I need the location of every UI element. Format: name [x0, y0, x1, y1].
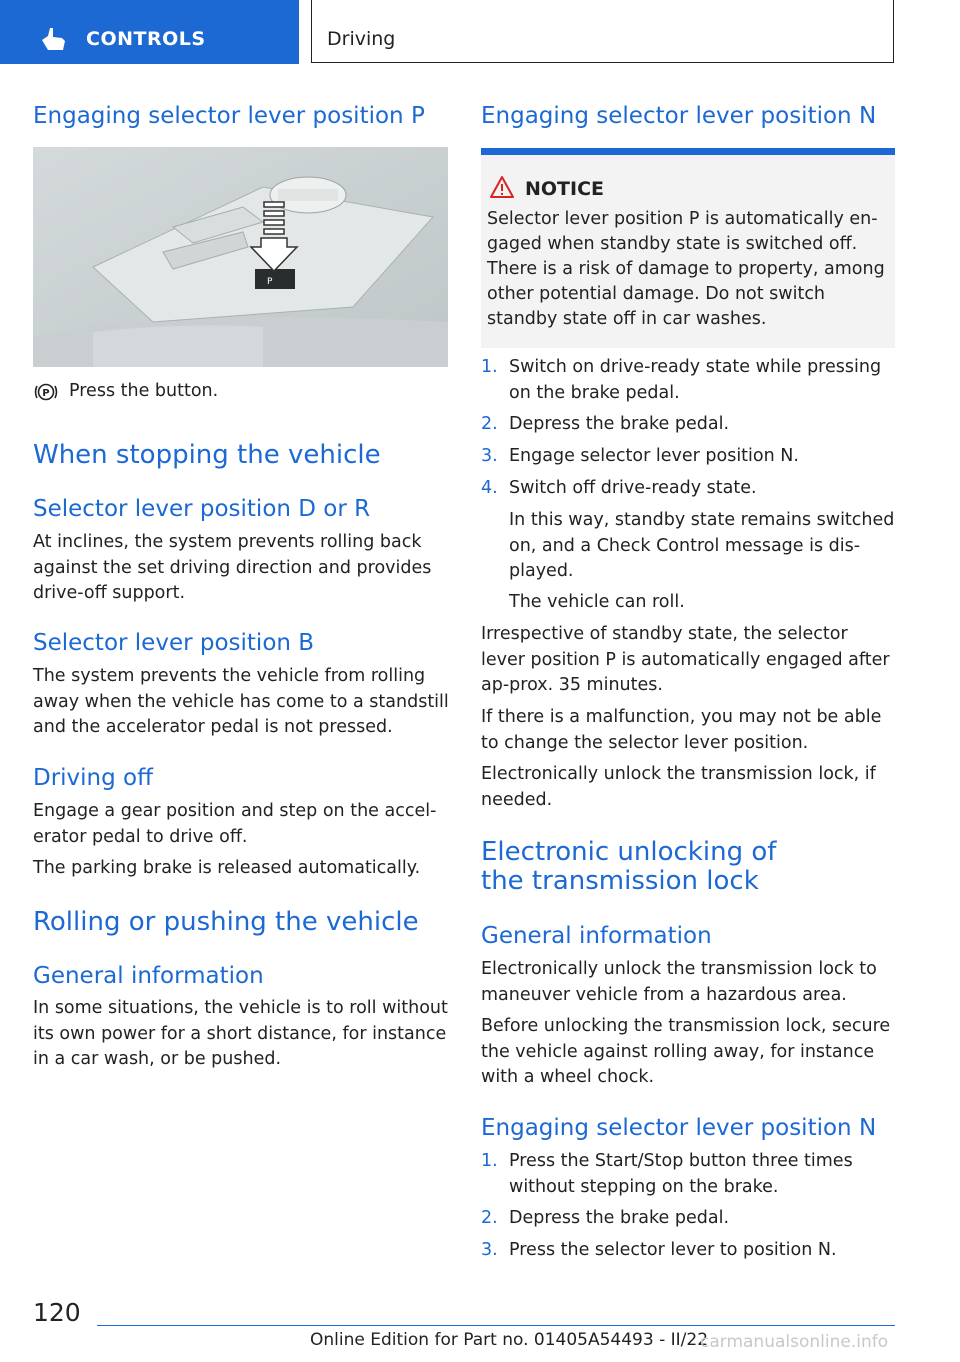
- heading-general-information: General information: [33, 963, 264, 989]
- paragraph-unlock: Electronically unlock the transmission lock, if needed.: [481, 764, 876, 810]
- paragraph-general-2-1: Electronically unlock the transmission lock to maneuver vehicle from a hazardous area.: [481, 959, 877, 1005]
- selector-lever-illustration: [33, 147, 448, 367]
- step-text: Press the selector lever to position N.: [509, 1240, 837, 1260]
- chapter-header: [311, 0, 894, 63]
- step-number: 2.: [481, 414, 498, 434]
- heading-engaging-n-2: Engaging selector lever position N: [481, 1115, 877, 1141]
- step-number: 1.: [481, 1151, 498, 1171]
- heading-engaging-n: Engaging selector lever position N: [481, 103, 877, 129]
- notice-text: Selector lever position P is automatically en‐gaged when standby state is switched off. There is a risk of damage to property, among other potential damage. Do not switch standby state off in car washes.: [487, 209, 885, 329]
- page-number: 120: [33, 1298, 81, 1327]
- chapter-label: Driving: [327, 28, 396, 50]
- hand-pointer-icon: [38, 26, 68, 52]
- paragraph-malfunction: If there is a malfunction, you may not be able to change the selector lever position.: [481, 707, 882, 753]
- heading-stopping: When stopping the vehicle: [33, 440, 381, 470]
- heading-driving-off: Driving off: [33, 765, 153, 791]
- notice-title: NOTICE: [525, 178, 605, 200]
- section-tab: [0, 0, 299, 64]
- warning-triangle-icon: [489, 175, 515, 199]
- step-text: Press the Start/Stop button three times without stepping on the brake.: [509, 1151, 853, 1197]
- paragraph-general-2-2: Before unlocking the transmission lock, secure the vehicle against rolling away, for instance with a wheel chock.: [481, 1016, 891, 1087]
- step-number: 2.: [481, 1208, 498, 1228]
- watermark: carmanualsonline.info: [700, 1332, 889, 1352]
- svg-text:P: P: [267, 277, 273, 287]
- step-number: 3.: [481, 1240, 498, 1260]
- step-number: 1.: [481, 357, 498, 377]
- step-text: Depress the brake pedal.: [509, 1208, 730, 1228]
- paragraph-d-or-r: At inclines, the system prevents rolling back against the set driving direction and provides drive-off support.: [33, 532, 432, 603]
- notice-box: [481, 148, 895, 348]
- step-text: Engage selector lever position N.: [509, 446, 799, 466]
- paragraph-position-b: The system prevents the vehicle from rolling away when the vehicle has come to a standstill and the accelerator pedal is not pressed.: [33, 666, 449, 737]
- paragraph-general-information: In some situations, the vehicle is to roll without its own power for a short distance, for instance in a car wash, or be pushed.: [33, 998, 448, 1069]
- paragraph-driving-off-2: The parking brake is released automatically.: [33, 858, 421, 878]
- step-text: Depress the brake pedal.: [509, 414, 730, 434]
- heading-general-information-2: General information: [481, 923, 712, 949]
- step-number: 4.: [481, 478, 498, 498]
- parking-button-icon: [33, 382, 59, 402]
- heading-d-or-r: Selector lever position D or R: [33, 496, 371, 522]
- selector-lever-photo: [33, 147, 448, 367]
- heading-electronic-unlocking: Electronic unlocking of the transmission lock: [481, 837, 777, 896]
- heading-rolling: Rolling or pushing the vehicle: [33, 907, 419, 937]
- section-label: CONTROLS: [86, 28, 206, 50]
- footer-divider: [97, 1325, 895, 1326]
- svg-text:P: P: [42, 388, 50, 399]
- step-text: Switch off drive-ready state.: [509, 478, 757, 498]
- paragraph-driving-off-1: Engage a gear position and step on the accel‐erator pedal to drive off.: [33, 801, 437, 847]
- press-button-text: Press the button.: [69, 381, 219, 401]
- footer-edition: Online Edition for Part no. 01405A54493 - II/22: [310, 1330, 709, 1350]
- step-text: Switch on drive-ready state while pressing on the brake pedal.: [509, 357, 882, 403]
- step4-note-2: The vehicle can roll.: [509, 592, 685, 612]
- heading-position-b: Selector lever position B: [33, 630, 315, 656]
- paragraph-irrespective: Irrespective of standby state, the selector lever position P is automatically engaged after ap‐prox. 35 minutes.: [481, 624, 890, 695]
- heading-engaging-p: Engaging selector lever position P: [33, 103, 425, 129]
- step4-note-1: In this way, standby state remains switched on, and a Check Control message is dis‐played.: [509, 510, 895, 581]
- step-number: 3.: [481, 446, 498, 466]
